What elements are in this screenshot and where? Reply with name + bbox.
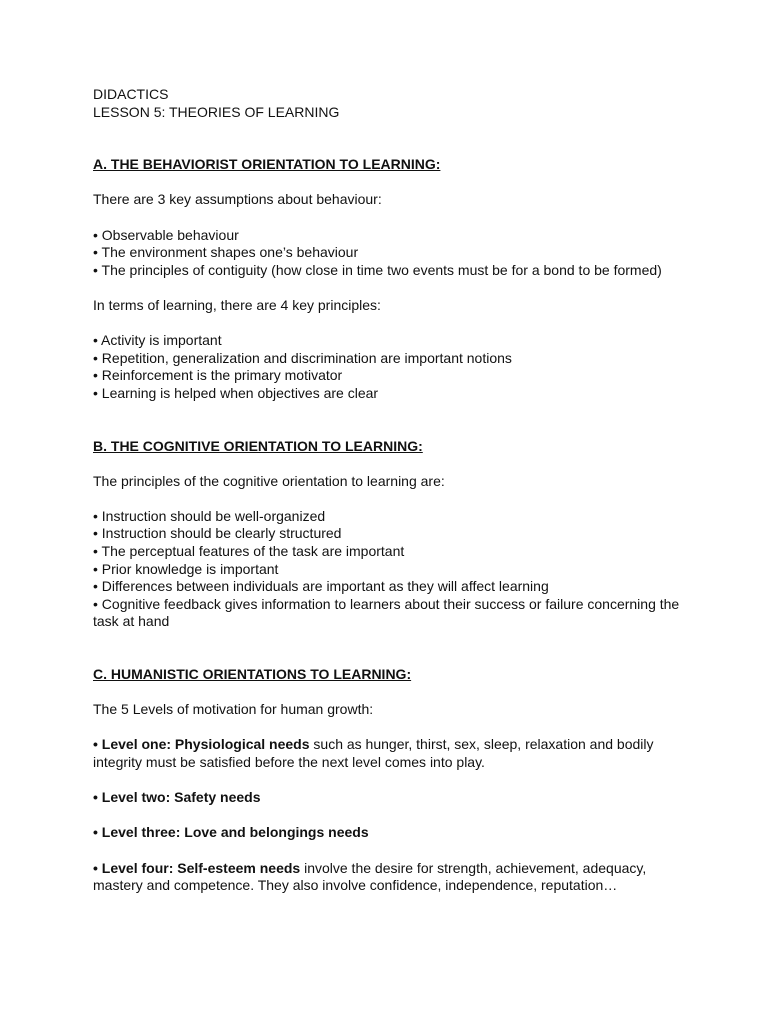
level-three-item: [93, 824, 683, 842]
section-b-heading: B. THE COGNITIVE ORIENTATION TO LEARNING:: [93, 437, 423, 454]
level-two-label: • Level two: Safety needs: [93, 789, 261, 806]
section-a-assumptions-list: [93, 227, 683, 280]
list-item: • The environment shapes one’s behaviour: [93, 244, 359, 261]
section-a-intro: There are 3 key assumptions about behaviour:: [93, 191, 382, 208]
list-item: • Prior knowledge is important: [93, 560, 279, 577]
section-a-heading: A. THE BEHAVIORIST ORIENTATION TO LEARNING:: [93, 156, 441, 173]
list-item: • The perceptual features of the task are important: [93, 543, 405, 560]
level-four-label: • Level four: Self-esteem needs: [93, 859, 301, 876]
level-one-text: such as hunger, thirst, sex, sleep, relaxation and bodily integrity must be satisfied before the next level comes into play.: [93, 736, 654, 770]
level-three-label: • Level three: Love and belongings needs: [93, 824, 369, 841]
list-item: • Instruction should be well-organized: [93, 507, 326, 524]
level-two-item: [93, 789, 683, 807]
lesson-title: LESSON 5: THEORIES OF LEARNING: [93, 103, 340, 120]
section-b-intro: The principles of the cognitive orientation to learning are:: [93, 472, 445, 489]
document-page: [93, 86, 683, 895]
document-title: DIDACTICS: [93, 86, 169, 102]
section-a-principles-list: [93, 332, 683, 402]
list-item: • Differences between individuals are important as they will affect learning: [93, 578, 549, 595]
level-four-item: [93, 860, 683, 895]
list-item: • Observable behaviour: [93, 226, 239, 243]
level-one-item: [93, 736, 683, 771]
list-item: • Reinforcement is the primary motivator: [93, 367, 343, 384]
list-item: • Repetition, generalization and discrimination are important notions: [93, 349, 512, 366]
list-item: • Cognitive feedback gives information to learners about their success or failure concerning the task at hand: [93, 595, 680, 630]
section-b-principles-list: [93, 508, 683, 631]
section-c-intro: The 5 Levels of motivation for human growth:: [93, 701, 374, 718]
level-four-text: involve the desire for strength, achievement, adequacy, mastery and competence. They also involve confidence, independence, reputation…: [93, 859, 647, 894]
section-a-principles-intro: In terms of learning, there are 4 key principles:: [93, 296, 381, 313]
section-c-heading: C. HUMANISTIC ORIENTATIONS TO LEARNING:: [93, 666, 412, 683]
list-item: • Activity is important: [93, 332, 222, 349]
level-one-label: • Level one: Physiological needs: [93, 736, 310, 753]
list-item: • The principles of contiguity (how close in time two events must be for a bond to be formed): [93, 261, 662, 278]
list-item: • Instruction should be clearly structured: [93, 525, 342, 542]
list-item: • Learning is helped when objectives are clear: [93, 384, 379, 401]
